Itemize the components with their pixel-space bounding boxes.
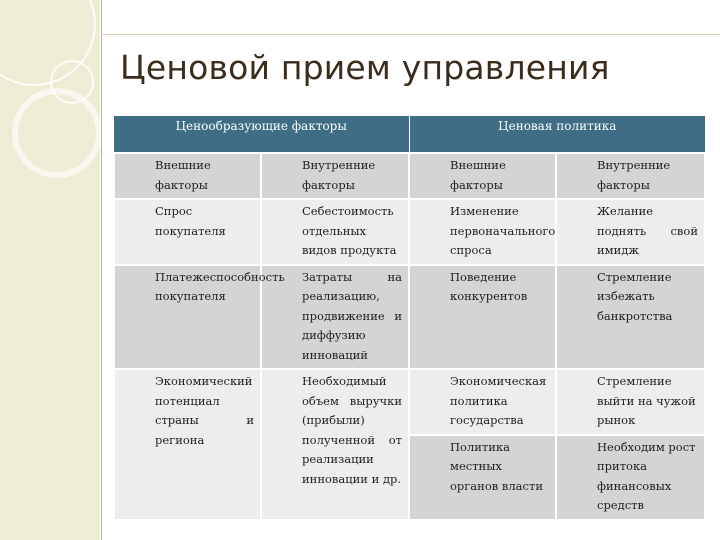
table-cell: Экономический потенциал страны и региона [114, 369, 261, 520]
table-cell: Экономическая политика государства [409, 369, 556, 435]
table-row [114, 265, 705, 370]
table-cell: Поведение конкурентов [409, 265, 556, 370]
table-cell: Внутренние факторы [261, 153, 409, 199]
table-cell: Внешние факторы [114, 153, 261, 199]
decorative-side-band [0, 0, 100, 540]
table-row [114, 153, 705, 199]
table-cell: Изменение первоначального спроса [409, 199, 556, 265]
table-row [114, 369, 705, 435]
divider [101, 34, 720, 35]
table-cell: Желание поднять свой имидж [556, 199, 705, 265]
table-cell: Стремление выйти на чужой рынок [556, 369, 705, 435]
table-header-row [114, 116, 705, 153]
divider [101, 0, 102, 540]
decorative-circle [12, 88, 102, 178]
table-row [114, 199, 705, 265]
table-cell: Внешние факторы [409, 153, 556, 199]
slide-title: Ценовой прием управления [120, 48, 610, 87]
table-cell: Политика местных органов власти [409, 435, 556, 520]
table-header: Ценовая политика [409, 116, 705, 153]
table-cell: Платежеспособность покупателя [114, 265, 261, 370]
table-cell: Затраты на реализацию, продвижение и диффузию инноваций [261, 265, 409, 370]
table-cell: Внутренние факторы [556, 153, 705, 199]
table-cell: Необходимый объем выручки (прибыли) полученной от реализации инновации и др. [261, 369, 409, 520]
table-cell: Необходим рост притока финансовых средств [556, 435, 705, 520]
factors-table [113, 116, 706, 521]
table-header: Ценообразующие факторы [114, 116, 409, 153]
table-cell: Спрос покупателя [114, 199, 261, 265]
table-cell: Себестоимость отдельных видов продукта [261, 199, 409, 265]
decorative-circle [50, 60, 94, 104]
table-cell: Стремление избежать банкротства [556, 265, 705, 370]
